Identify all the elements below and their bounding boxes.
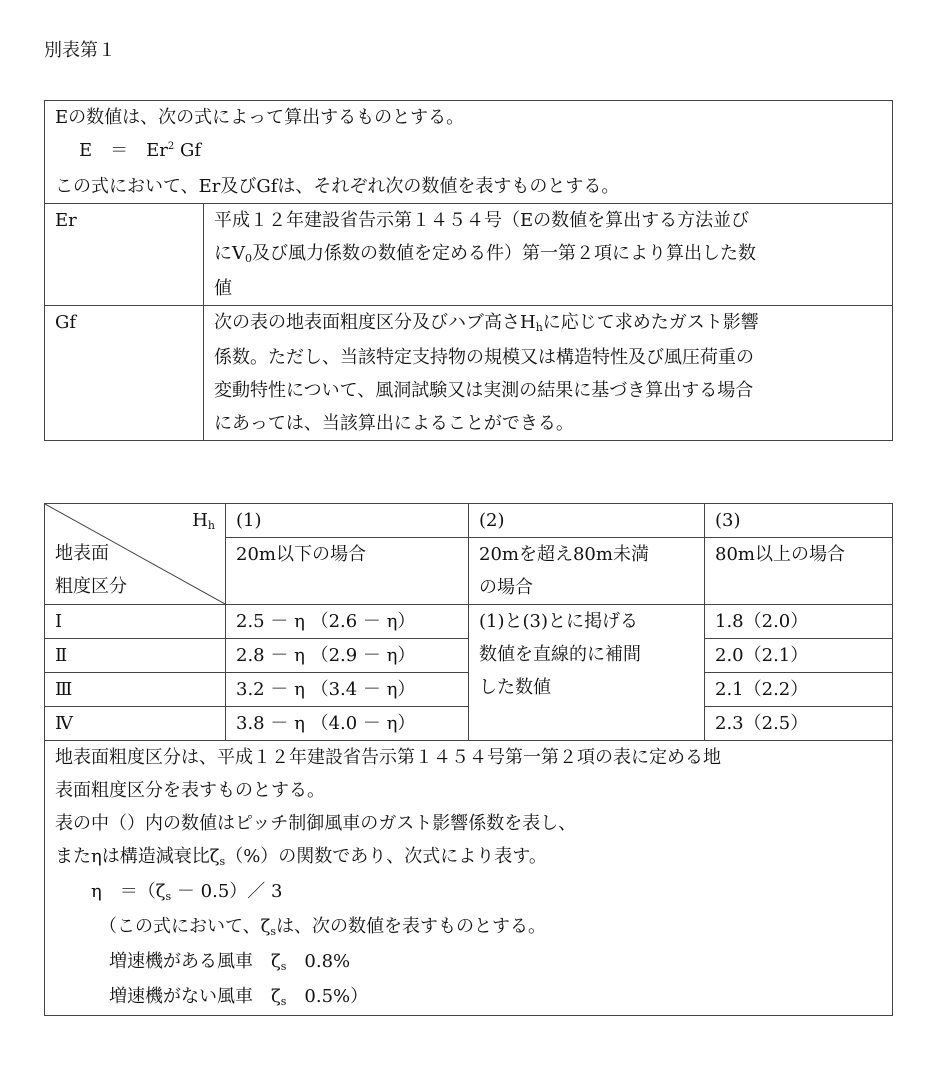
- value-col3: 2.1（2.2）: [705, 673, 893, 707]
- roughness-class: Ⅳ: [45, 707, 226, 741]
- formula-e: E ＝ $Er^2$ Gf: [79, 140, 202, 161]
- page-heading: 別表第１: [44, 40, 116, 61]
- value-col1: 2.5 － η （2.6 － η）: [226, 605, 469, 639]
- roughness-label: 地表面 粗度区分: [55, 543, 127, 597]
- value-col3: 2.0（2.1）: [705, 639, 893, 673]
- term-er: Er: [45, 204, 204, 306]
- definition-table: [44, 100, 893, 441]
- value-col1: 3.8 － η （4.0 － η）: [226, 707, 469, 741]
- col-head-3: 80m以上の場合: [705, 538, 893, 605]
- col-head-2: 20mを超え80m未満 の場合: [469, 538, 705, 605]
- table-row: [45, 204, 893, 306]
- interpolation-cell: (1)と(3)とに掲げる 数値を直線的に補間 した数値: [469, 605, 705, 741]
- table-row: [45, 306, 893, 441]
- col-num-2: (2): [469, 504, 705, 538]
- value-col1: 3.2 － η （3.4 － η）: [226, 673, 469, 707]
- roughness-class: Ⅰ: [45, 605, 226, 639]
- value-col1: 2.8 － η （2.9 － η）: [226, 639, 469, 673]
- intro-text: Eの数値は、次の式によって算出するものとする。: [55, 107, 465, 128]
- table-row: [45, 605, 893, 639]
- col-num-1: (1): [226, 504, 469, 538]
- definition-gf: 次の表の地表面粗度区分及びハブ高さHhに応じて求めたガスト影響 係数。ただし、当該特定支持物の規模又は構造特性及び風圧荷重の 変動特性について、風洞試験又は実測の結果に基づき算出する場合 にあっては、当該算出によることができる。: [204, 306, 893, 441]
- roughness-class: Ⅲ: [45, 673, 226, 707]
- corner-header-cell: [45, 504, 226, 605]
- explain-text: この式において、Er及びGfは、それぞれ次の数値を表すものとする。: [55, 176, 620, 197]
- col-head-1: 20m以下の場合: [226, 538, 469, 605]
- notes-cell: 地表面粗度区分は、平成１２年建設省告示第１４５４号第一第２項の表に定める地 表面粗度区分を表すものとする。 表の中（）内の数値はピッチ制御風車のガスト影響係数を表し、 またηは構造減衰比ζs（%）の関数であり、次式により表す。 η ＝（ζs － 0.5）／ 3 （この式において、ζsは、次の数値を表すものとする。 増速機がある風車 ζs 0.8% 増速機がない風車 ζs 0.5%）: [45, 741, 893, 1016]
- roughness-class: Ⅱ: [45, 639, 226, 673]
- col-num-3: (3): [705, 504, 893, 538]
- formula-intro-cell: [45, 101, 893, 204]
- definition-er: 平成１２年建設省告示第１４５４号（Eの数値を算出する方法並び にV0及び風力係数の数値を定める件）第一第２項により算出した数 値: [204, 204, 893, 306]
- gust-factor-table: [44, 503, 893, 1016]
- value-col3: 2.3（2.5）: [705, 707, 893, 741]
- value-col3: 1.8（2.0）: [705, 605, 893, 639]
- term-gf: Gf: [45, 306, 204, 441]
- hub-height-label: Hh: [192, 510, 215, 532]
- eta-formula: η ＝（ζs － 0.5）／ 3: [91, 881, 283, 903]
